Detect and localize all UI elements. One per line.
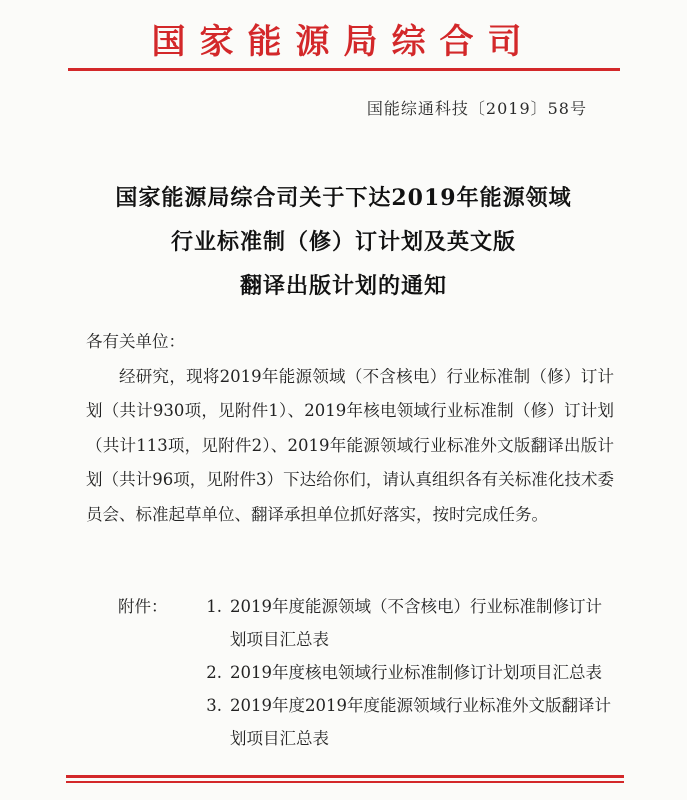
notice-body bbox=[86, 325, 614, 532]
letterhead-title: 国家能源局综合司 bbox=[151, 22, 536, 62]
attachment-number: 1. bbox=[206, 597, 222, 616]
salutation: 各有关单位： bbox=[86, 332, 185, 351]
attachment-label-spacer bbox=[118, 656, 186, 689]
footer-divider-top bbox=[66, 775, 624, 778]
attachment-item-2 bbox=[118, 656, 618, 689]
attachment-list bbox=[118, 590, 618, 755]
attachment-text: 2019年度核电领域行业标准制修订计划项目汇总表 bbox=[230, 663, 602, 682]
title-line-1: 国家能源局综合司关于下达2019年能源领域 bbox=[115, 185, 572, 211]
letterhead-divider bbox=[68, 68, 620, 71]
title-line-2: 行业标准制（修）订计划及英文版 bbox=[170, 229, 516, 255]
attachment-label: 附件： bbox=[118, 597, 168, 616]
body-paragraph: 经研究，现将2019年能源领域（不含核电）行业标准制（修）订计划（共计930项，见附件1）、2019年核电领域行业标准制（修）订计划（共计113项，见附件2）、2019年能源领域行业标准外文版翻译出版计划（共计96项，见附件3）下达给你们，请认真组织各有关标准化技术委员会、标准起草单位、翻译承担单位抓好落实，按时完成任务。 bbox=[86, 366, 614, 524]
attachment-item-1 bbox=[118, 590, 618, 656]
attachment-text: 2019年度2019年度能源领域行业标准外文版翻译计划项目汇总表 bbox=[230, 696, 611, 748]
attachment-label-spacer bbox=[118, 689, 186, 755]
attachment-item-3 bbox=[118, 689, 618, 755]
title-line-3: 翻译出版计划的通知 bbox=[239, 273, 447, 299]
attachment-text: 2019年度能源领域（不含核电）行业标准制修订计划项目汇总表 bbox=[230, 597, 602, 649]
attachment-number: 2. bbox=[206, 663, 222, 682]
footer-divider-bottom bbox=[66, 781, 624, 783]
notice-title bbox=[0, 176, 687, 308]
document-number: 国能综通科技〔2019〕58号 bbox=[366, 99, 587, 118]
attachment-number: 3. bbox=[206, 696, 222, 715]
